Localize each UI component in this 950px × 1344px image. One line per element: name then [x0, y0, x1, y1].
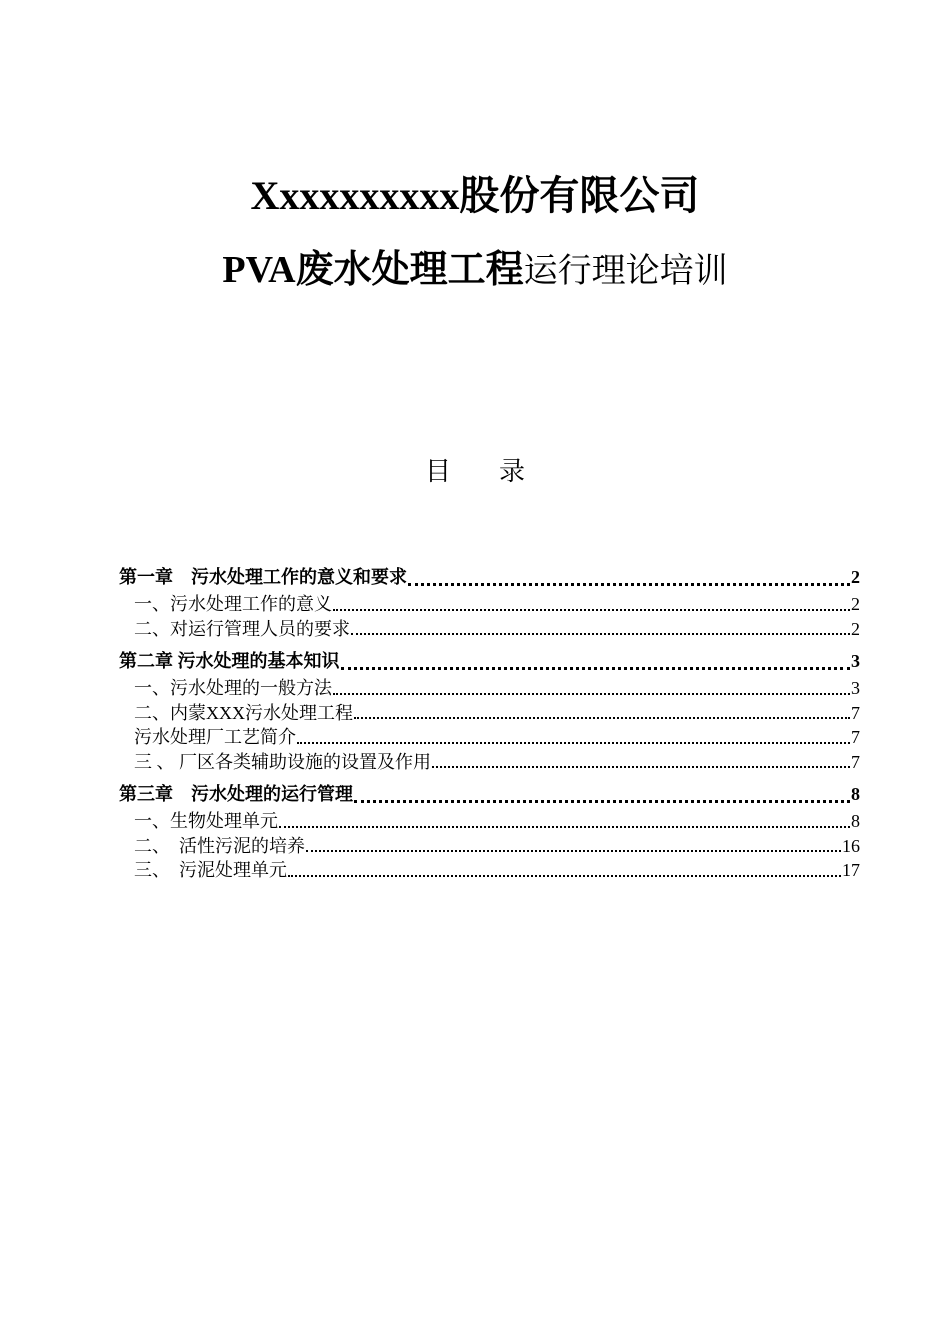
toc-leader-dots: [306, 844, 841, 852]
toc-entry-page: 7: [851, 702, 860, 723]
toc-entry-page: 8: [851, 784, 860, 804]
toc-leader-dots: [288, 869, 841, 877]
toc-leader-dots: [297, 736, 850, 744]
toc-leader-dots: [341, 661, 851, 670]
toc-entry-2-2-b[interactable]: [119, 725, 860, 750]
toc-entry-chapter-3[interactable]: [119, 779, 860, 809]
toc-entry-label: 一、污水处理工作的意义: [134, 594, 332, 614]
toc-entry-3-2[interactable]: [119, 834, 860, 859]
toc-entry-1-2[interactable]: [119, 617, 860, 642]
toc-entry-page: 3: [851, 651, 860, 671]
toc-entry-label: 三、 污泥处理单元: [134, 860, 287, 880]
toc-entry-2-2[interactable]: [119, 701, 860, 726]
toc-entry-page: 2: [851, 567, 860, 587]
toc-entry-page: 2: [851, 594, 860, 614]
training-title-normal: 运行理论培训: [523, 253, 728, 290]
toc-leader-dots: [351, 627, 850, 635]
toc-heading-char-1: 目: [424, 457, 451, 487]
toc-entry-3-3[interactable]: [119, 858, 860, 883]
toc-entry-page: 16: [842, 835, 860, 856]
toc-entry-page: 7: [851, 727, 860, 747]
toc-entry-page: 17: [842, 860, 860, 880]
toc-heading-char-2: 录: [499, 457, 526, 487]
toc-leader-dots: [354, 711, 850, 719]
toc-entry-2-3[interactable]: [119, 750, 860, 775]
toc-entry-label: 三 、 厂区各类辅助设施的设置及作用: [134, 751, 431, 772]
toc-entry-label: 二、对运行管理人员的要求: [134, 618, 350, 639]
toc-entry-label: 第一章 污水处理工作的意义和要求: [119, 567, 407, 587]
toc-entry-2-1[interactable]: [119, 676, 860, 701]
table-of-contents: [119, 562, 860, 883]
toc-entry-1-1[interactable]: [119, 592, 860, 617]
company-title: Xxxxxxxxxx股份有限公司: [250, 173, 700, 218]
toc-entry-label: 第三章 污水处理的运行管理: [119, 784, 353, 804]
toc-leader-dots: [333, 687, 850, 695]
toc-entry-page: 3: [851, 678, 860, 698]
toc-entry-label: 污水处理厂工艺简介: [134, 727, 296, 747]
toc-leader-dots: [408, 577, 850, 586]
toc-entry-label: 二、内蒙XXX污水处理工程: [134, 702, 353, 723]
toc-heading: [0, 454, 950, 490]
toc-leader-dots: [279, 820, 850, 828]
toc-entry-label: 二、 活性污泥的培养: [134, 835, 305, 856]
toc-entry-chapter-1[interactable]: [119, 562, 860, 592]
toc-entry-chapter-2[interactable]: [119, 646, 860, 676]
toc-leader-dots: [354, 794, 850, 803]
training-title: [0, 244, 950, 298]
toc-leader-dots: [432, 760, 850, 768]
toc-entry-3-1[interactable]: [119, 809, 860, 834]
toc-entry-label: 一、污水处理的一般方法: [134, 678, 332, 698]
toc-entry-label: 第二章 污水处理的基本知识: [119, 651, 340, 671]
toc-entry-page: 8: [851, 811, 860, 831]
toc-leader-dots: [333, 603, 850, 611]
toc-entry-label: 一、生物处理单元: [134, 811, 278, 831]
training-title-bold: PVA废水处理工程: [222, 249, 524, 291]
toc-entry-page: 2: [851, 618, 860, 639]
toc-entry-page: 7: [851, 751, 860, 772]
